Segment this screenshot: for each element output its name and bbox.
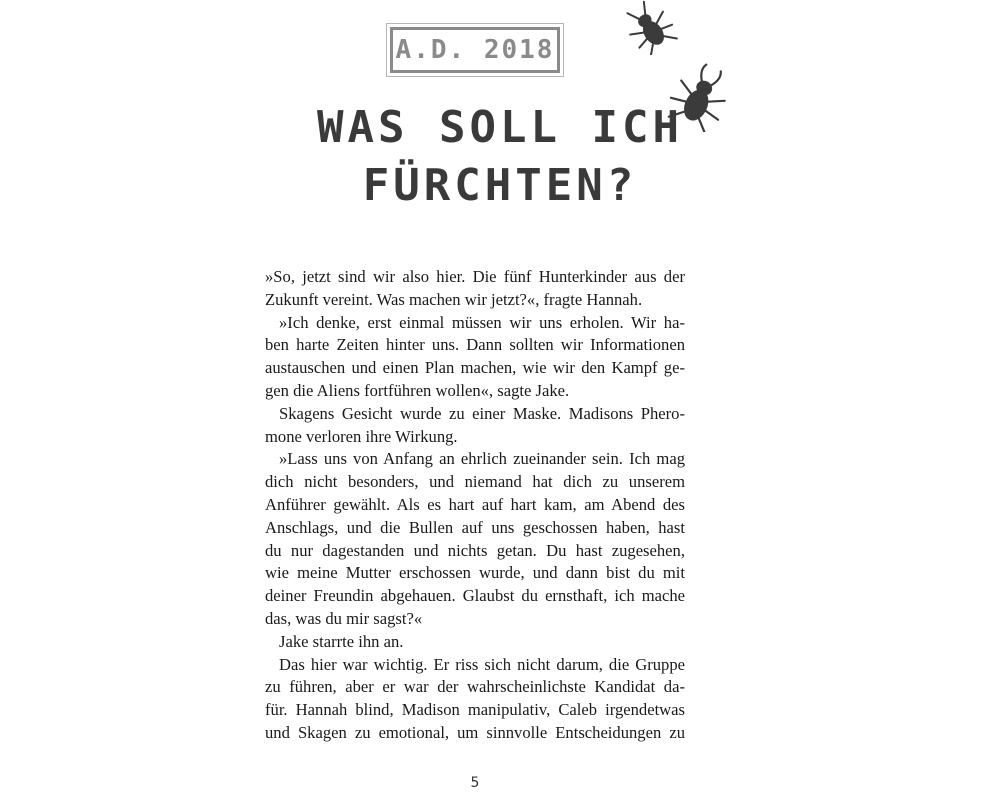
text-line: deiner Freundin abgehauen. Glaubst du ernsthaft, ich mache (265, 586, 685, 606)
text-line: mone verloren ihre Wirkung. (265, 426, 458, 446)
year-stamp-label: A.D. 2018 (395, 35, 555, 65)
text-line: Jake starrte ihn an. (279, 631, 404, 651)
text-line: austauschen und einen Plan machen, wie wir den Kampf ge- (265, 358, 685, 378)
year-stamp (390, 27, 560, 73)
chapter-title-line-1: WAS SOLL ICH (317, 102, 683, 153)
text-line: Anführer gewählt. Als es hart auf hart kam, am Abend des (265, 494, 685, 514)
text-line: »So, jetzt sind wir also hier. Die fünf Hunterkinder aus der (265, 267, 685, 286)
text-line: ben harte Zeiten hinter uns. Dann sollten wir Informationen (265, 335, 685, 355)
text-line: gen die Aliens fortführen wollen«, sagte Jake. (265, 380, 570, 400)
text-line: Zukunft vereint. Was machen wir jetzt?«, fragte Hannah. (265, 289, 643, 309)
text-line: Anschlags, und die Bullen auf uns geschossen haben, hast (265, 517, 685, 537)
beetle-icon (620, 0, 680, 55)
body-text (265, 266, 685, 745)
text-line: das, was du mir sagst?« (265, 608, 423, 628)
text-line: du nur dagestanden und nichts getan. Du hast zugesehen, (265, 540, 685, 560)
page-number: 5 (470, 775, 480, 791)
text-line: Das hier war wichtig. Er riss sich nicht darum, die Gruppe (279, 654, 685, 674)
chapter-title-line-2: FÜRCHTEN? (362, 160, 638, 211)
text-line: für. Hannah blind, Madison manipulativ, Caleb irgendetwas (265, 700, 685, 720)
text-line: zu führen, aber er war der wahrscheinlichste Kandidat da- (265, 677, 685, 697)
text-line: dich nicht besonders, und niemand hat dich zu unserem (265, 472, 685, 492)
text-line: Skagens Gesicht wurde zu einer Maske. Madisons Phero- (279, 403, 685, 423)
text-line: »Ich denke, erst einmal müssen wir uns erholen. Wir ha- (279, 312, 685, 332)
text-line: wie meine Mutter erschossen wurde, und dann bist du mit (265, 563, 685, 583)
text-line: und Skagen zu emotional, um sinnvolle Entscheidungen zu (265, 722, 685, 742)
text-line: »Lass uns von Anfang an ehrlich zueinander sein. Ich mag (279, 449, 685, 469)
